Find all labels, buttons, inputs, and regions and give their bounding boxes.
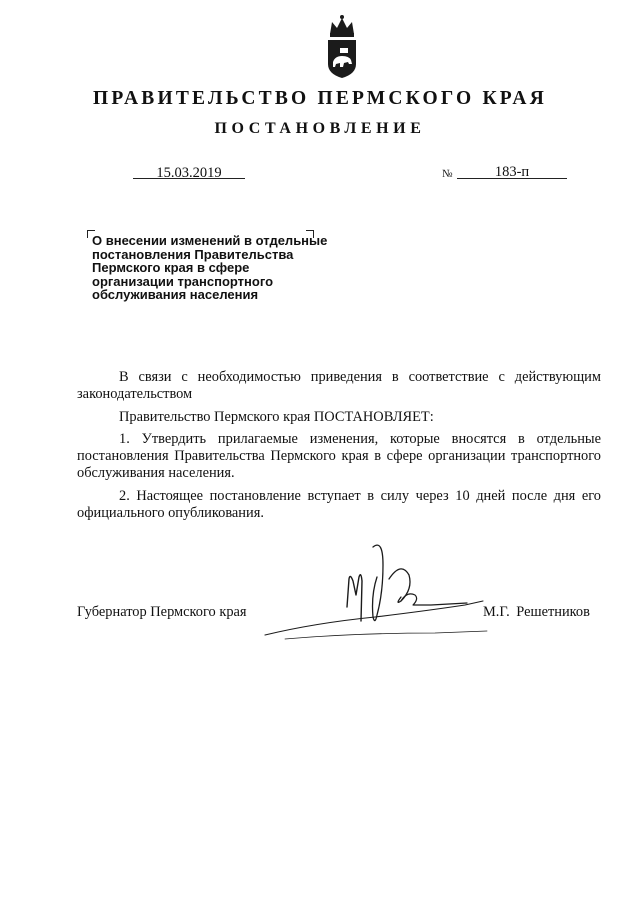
document-number: 183-п	[494, 164, 530, 180]
date-underline	[133, 178, 245, 179]
body-paragraph: 1. Утвердить прилагаемые изменения, которые вносятся в отдельные постановления Правительства Пермского края в сфере организации транспортного обслуживания населения.	[77, 431, 601, 481]
signatory-name: М.Г. Решетников	[483, 604, 590, 620]
signatory-title: Губернатор Пермского края	[77, 604, 247, 620]
document-subject	[92, 234, 352, 302]
coat-of-arms-icon	[322, 12, 362, 80]
subject-line: О внесении изменений в отдельные	[92, 233, 328, 248]
subject-line: организации транспортного	[92, 273, 274, 289]
document-body	[77, 369, 601, 527]
body-paragraph: Правительство Пермского края ПОСТАНОВЛЯЕТ:	[119, 408, 434, 425]
number-underline	[457, 178, 567, 179]
subject-line: постановления Правительства	[92, 246, 294, 262]
subject-line: Пермского края в сфере	[92, 260, 250, 276]
handwritten-signature-icon	[255, 535, 505, 645]
document-type: ПОСТАНОВЛЕНИЕ	[214, 120, 426, 137]
document-date: 15.03.2019	[156, 165, 222, 181]
subject-line: обслуживания населения	[92, 287, 259, 303]
organization-name: ПРАВИТЕЛЬСТВО ПЕРМСКОГО КРАЯ	[93, 88, 547, 109]
body-paragraph: В связи с необходимостью приведения в соответствие с действующим законодательством	[77, 369, 601, 402]
body-paragraph: 2. Настоящее постановление вступает в силу через 10 дней после дня его официального опубликования.	[77, 487, 601, 521]
number-sign: №	[442, 168, 453, 180]
